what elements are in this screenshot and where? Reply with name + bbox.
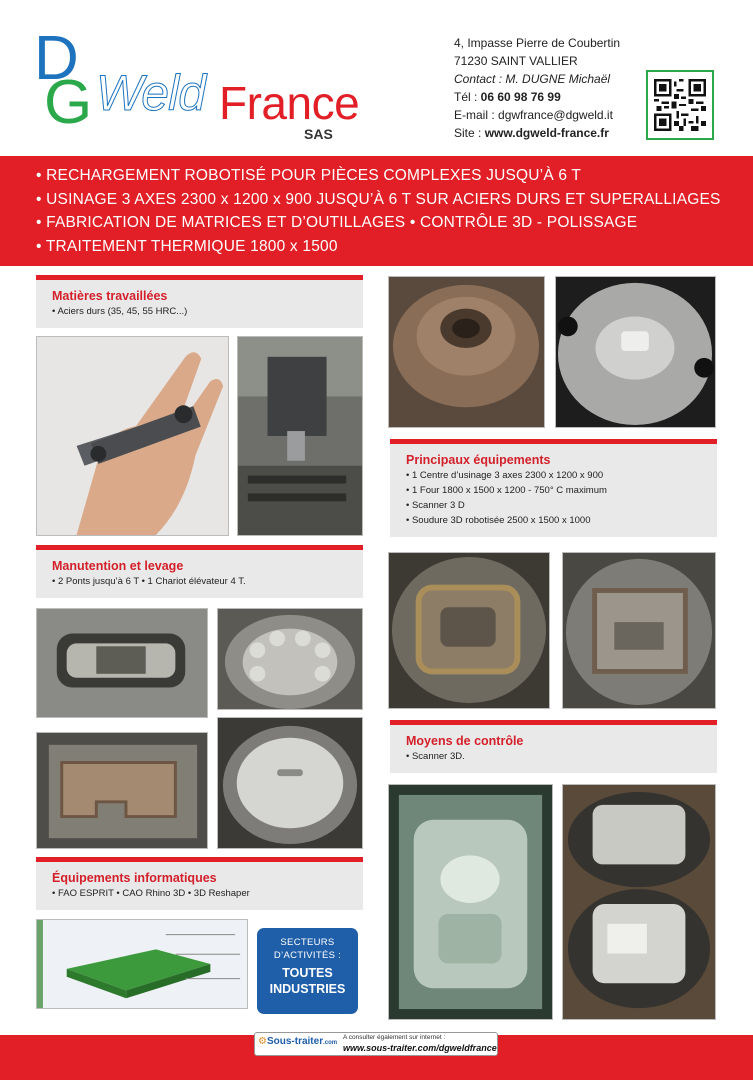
section-item: • 1 Four 1800 x 1500 x 1200 - 750° C maximum [406,485,607,496]
logo-weld-text: Weld [96,65,206,121]
sectors-box [257,928,358,1014]
phone-label: Tél : [454,90,481,104]
sectors-value: TOUTES [282,966,333,980]
mold-photo-2 [36,732,208,849]
handling-section [36,545,363,598]
email-line [454,106,620,124]
contact-person: Contact : M. DUGNE Michaël [454,72,611,86]
website-link[interactable]: www.dgweld-france.fr [484,126,609,140]
logo-sas-text: SAS [304,126,333,142]
sectors-label: D’ACTIVITÉS : [273,950,342,961]
mold-photo-1 [36,608,208,718]
banner-line: • FABRICATION DE MATRICES ET D’OUTILLAGES • CONTRÔLE 3D - POLISSAGE [36,214,638,231]
welded-mold-photo-1 [388,552,550,709]
section-item: • Soudure 3D robotisée 2500 x 1500 x 1000 [406,515,591,526]
round-mold-photo-1 [217,608,363,710]
footer-note: A consulter également sur internet : [343,1034,446,1041]
sous-traiter-badge[interactable] [254,1032,498,1056]
services-banner [0,156,753,266]
machining-center-photo [237,336,363,536]
section-title: Principaux équipements [406,453,551,467]
sectors-value: INDUSTRIES [269,982,346,996]
section-item: • FAO ESPRIT • CAO Rhino 3D • 3D Reshaper [52,888,250,899]
section-item: • Aciers durs (35, 45, 55 HRC...) [52,306,188,317]
banner-line: • RECHARGEMENT ROBOTISÉ POUR PIÈCES COMPLEXES JUSQU’À 6 T [36,167,582,184]
phone-line [454,88,620,106]
polished-parts-photo [562,784,716,1020]
section-item: • Scanner 3 D [406,500,465,511]
company-logo [34,24,360,143]
contact-block [454,34,620,142]
section-item: • Scanner 3D. [406,751,465,762]
sous-traiter-logo-text: Sous-traiter [266,1036,324,1047]
section-title: Moyens de contrôle [406,734,524,748]
email-address[interactable]: dgwfrance@dgweld.it [498,108,613,122]
machined-disc-photo [555,276,716,428]
it-section [36,857,363,910]
round-mold-photo-2 [217,717,363,849]
materials-section [36,275,363,328]
section-item: • 2 Ponts jusqu’à 6 T • 1 Chariot élévateur 4 T. [52,576,246,587]
sectors-label: SECTEURS [280,937,335,948]
polished-mold-photo [388,784,553,1020]
gear-icon: ⚙ [258,1036,267,1047]
logo-letter-d: D [34,24,79,93]
qr-code-icon[interactable] [646,70,714,140]
address-line: 4, Impasse Pierre de Coubertin [454,36,621,50]
site-label: Site : [454,126,485,140]
section-title: Manutention et levage [52,559,184,573]
control-section [390,720,717,773]
equipment-section [390,439,717,537]
city-line: 71230 SAINT VALLIER [454,54,578,68]
logo-letter-g: G [44,68,93,137]
hand-part-photo [36,336,229,536]
sous-traiter-logo [258,1036,337,1047]
logo-france-text: France [219,77,360,129]
3d-scan-screenshot [36,919,248,1009]
banner-line: • TRAITEMENT THERMIQUE 1800 x 1500 [36,237,338,255]
footer-url-link[interactable]: www.sous-traiter.com/dgweldfrance [343,1043,497,1053]
email-label: E-mail : [454,108,499,122]
phone-number[interactable]: 06 60 98 76 99 [480,90,561,104]
section-title: Équipements informatiques [52,871,217,885]
banner-line: • USINAGE 3 AXES 2300 x 1200 x 900 JUSQU’À 6 T SUR ACIERS DURS ET SUPERALLIAGES [36,190,721,208]
site-line [454,124,620,142]
welded-mold-photo-2 [562,552,716,709]
sous-traiter-logo-suffix: .com [323,1040,338,1046]
section-title: Matières travaillées [52,289,168,303]
section-item: • 1 Centre d’usinage 3 axes 2300 x 1200 x 900 [406,470,604,481]
round-part-photo [388,276,545,428]
